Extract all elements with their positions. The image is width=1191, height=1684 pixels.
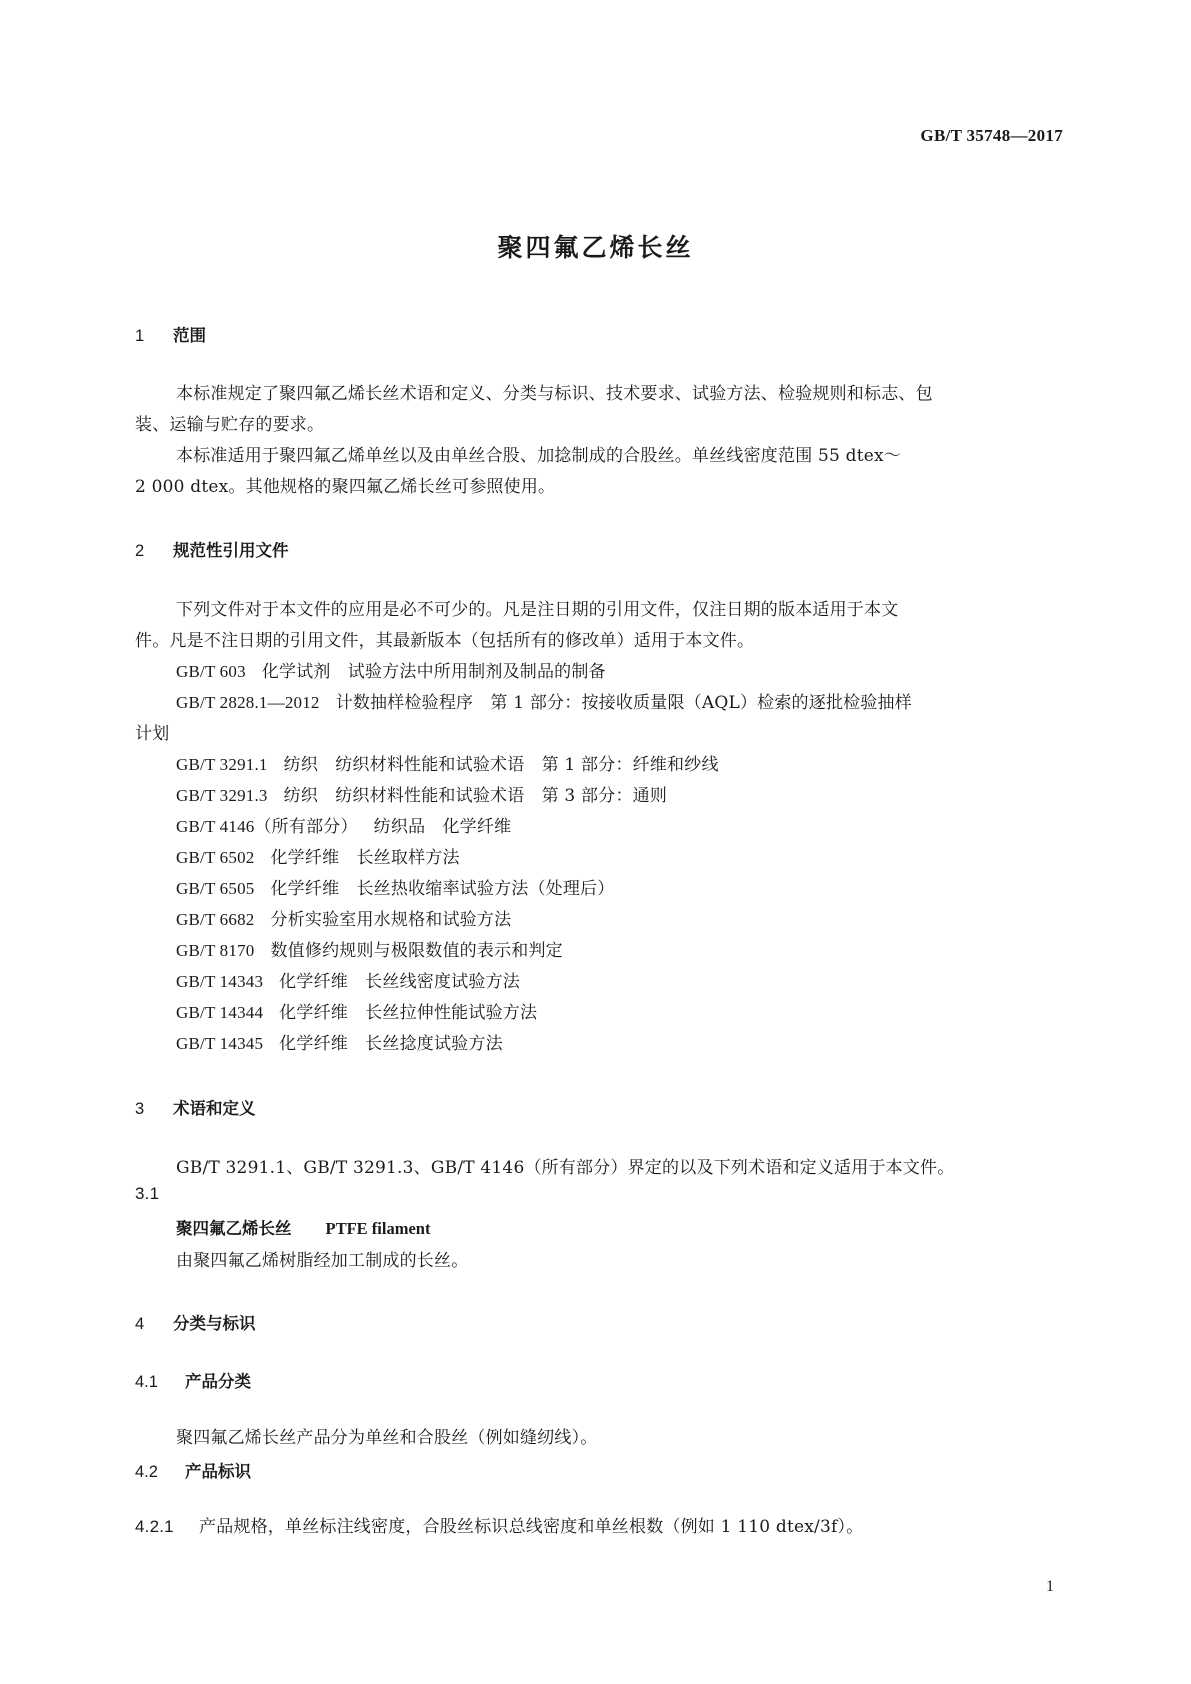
section-1-heading [135, 322, 206, 346]
reference-item [176, 781, 667, 806]
reference-title: 化学纤维 长丝捻度试验方法 [279, 1034, 503, 1054]
page-number: 1 [1046, 1578, 1054, 1595]
reference-title: 计数抽样检验程序 第 1 部分：按接收质量限（AQL）检索的逐批检验抽样 [335, 693, 912, 713]
paragraph-line: 下列文件对于本文件的应用是必不可少的。凡是注日期的引用文件，仅注日期的版本适用于本文 [176, 600, 899, 620]
reference-code: GB/T 3291.3 [176, 786, 268, 805]
reference-code: GB/T 603 [176, 662, 246, 681]
standard-code: GB/T 35748—2017 [920, 126, 1063, 145]
paragraph-line: 本标准规定了聚四氟乙烯长丝术语和定义、分类与标识、技术要求、试验方法、检验规则和标志、包 [176, 384, 933, 404]
reference-title: 纺织 纺织材料性能和试验术语 第 1 部分：纤维和纱线 [283, 755, 719, 775]
reference-continuation: 计划 [135, 724, 170, 744]
reference-title: 化学纤维 长丝线密度试验方法 [279, 972, 520, 992]
reference-title: 化学纤维 长丝取样方法 [270, 848, 460, 868]
term-entry [176, 1215, 430, 1239]
section-number: 2 [135, 542, 145, 560]
reference-item [176, 750, 719, 775]
section-number: 4.1 [135, 1373, 158, 1391]
reference-code: GB/T 14345 [176, 1034, 264, 1053]
document-title: 聚四氟乙烯长丝 [497, 233, 694, 262]
reference-item [176, 688, 912, 713]
section-title: 范围 [173, 326, 206, 345]
clause-number: 4.2.1 [135, 1517, 174, 1536]
reference-item [176, 1029, 503, 1054]
reference-code: GB/T 8170 [176, 941, 255, 960]
reference-title: 数值修约规则与极限数值的表示和判定 [270, 941, 563, 961]
reference-title: 化学纤维 长丝拉伸性能试验方法 [279, 1003, 538, 1023]
reference-code: GB/T 2828.1—2012 [176, 693, 320, 712]
reference-item [176, 967, 520, 992]
reference-title: 纺织品 化学纤维 [373, 817, 512, 837]
reference-code: GB/T 6502 [176, 848, 255, 867]
section-4-1-heading [135, 1368, 251, 1392]
reference-item [176, 936, 563, 961]
paragraph-line: 件。凡是不注日期的引用文件，其最新版本（包括所有的修改单）适用于本文件。 [135, 631, 755, 651]
paragraph-line: 装、运输与贮存的要求。 [135, 415, 325, 435]
term-number: 3.1 [135, 1184, 160, 1203]
paragraph-line: 2 000 dtex。其他规格的聚四氟乙烯长丝可参照使用。 [135, 477, 556, 497]
reference-item [176, 874, 614, 899]
paragraph-line: 本标准适用于聚四氟乙烯单丝以及由单丝合股、加捻制成的合股丝。单丝线密度范围 55 dtex～ [176, 446, 901, 466]
section-title: 产品分类 [185, 1372, 251, 1391]
reference-code: GB/T 14344 [176, 1003, 264, 1022]
clause-4-2-1 [135, 1512, 863, 1537]
reference-code: GB/T 3291.1 [176, 755, 268, 774]
reference-item [176, 812, 511, 837]
section-number: 4.2 [135, 1463, 158, 1481]
section-title: 产品标识 [185, 1462, 251, 1481]
section-3-heading [135, 1095, 256, 1119]
reference-item [176, 905, 511, 930]
paragraph-line: 聚四氟乙烯长丝产品分为单丝和合股丝（例如缝纫线）。 [176, 1428, 598, 1448]
section-2-heading [135, 537, 289, 561]
reference-item [176, 843, 460, 868]
reference-item [176, 657, 606, 682]
clause-text: 产品规格，单丝标注线密度，合股丝标识总线密度和单丝根数（例如 1 110 dtex/3f）。 [199, 1517, 864, 1537]
section-4-2-heading [135, 1458, 251, 1482]
section-title: 规范性引用文件 [173, 541, 289, 560]
section-title: 术语和定义 [173, 1099, 256, 1118]
reference-code: GB/T 6682 [176, 910, 255, 929]
term-definition: 由聚四氟乙烯树脂经加工制成的长丝。 [176, 1251, 469, 1271]
reference-code: GB/T 6505 [176, 879, 255, 898]
section-number: 3 [135, 1100, 145, 1118]
reference-code: GB/T 4146（所有部分） [176, 817, 358, 836]
reference-title: 化学试剂 试验方法中所用制剂及制品的制备 [261, 662, 606, 682]
section-number: 4 [135, 1315, 145, 1333]
reference-title: 化学纤维 长丝热收缩率试验方法（处理后） [270, 879, 615, 899]
reference-title: 纺织 纺织材料性能和试验术语 第 3 部分：通则 [283, 786, 668, 806]
section-4-heading [135, 1310, 256, 1334]
term-english: PTFE filament [325, 1219, 431, 1238]
term-chinese: 聚四氟乙烯长丝 [176, 1219, 292, 1238]
section-title: 分类与标识 [173, 1314, 256, 1333]
reference-item [176, 998, 537, 1023]
reference-title: 分析实验室用水规格和试验方法 [270, 910, 512, 930]
section-number: 1 [135, 327, 145, 345]
reference-code: GB/T 14343 [176, 972, 264, 991]
paragraph-line: GB/T 3291.1、GB/T 3291.3、GB/T 4146（所有部分）界定的以及下列术语和定义适用于本文件。 [176, 1158, 955, 1178]
